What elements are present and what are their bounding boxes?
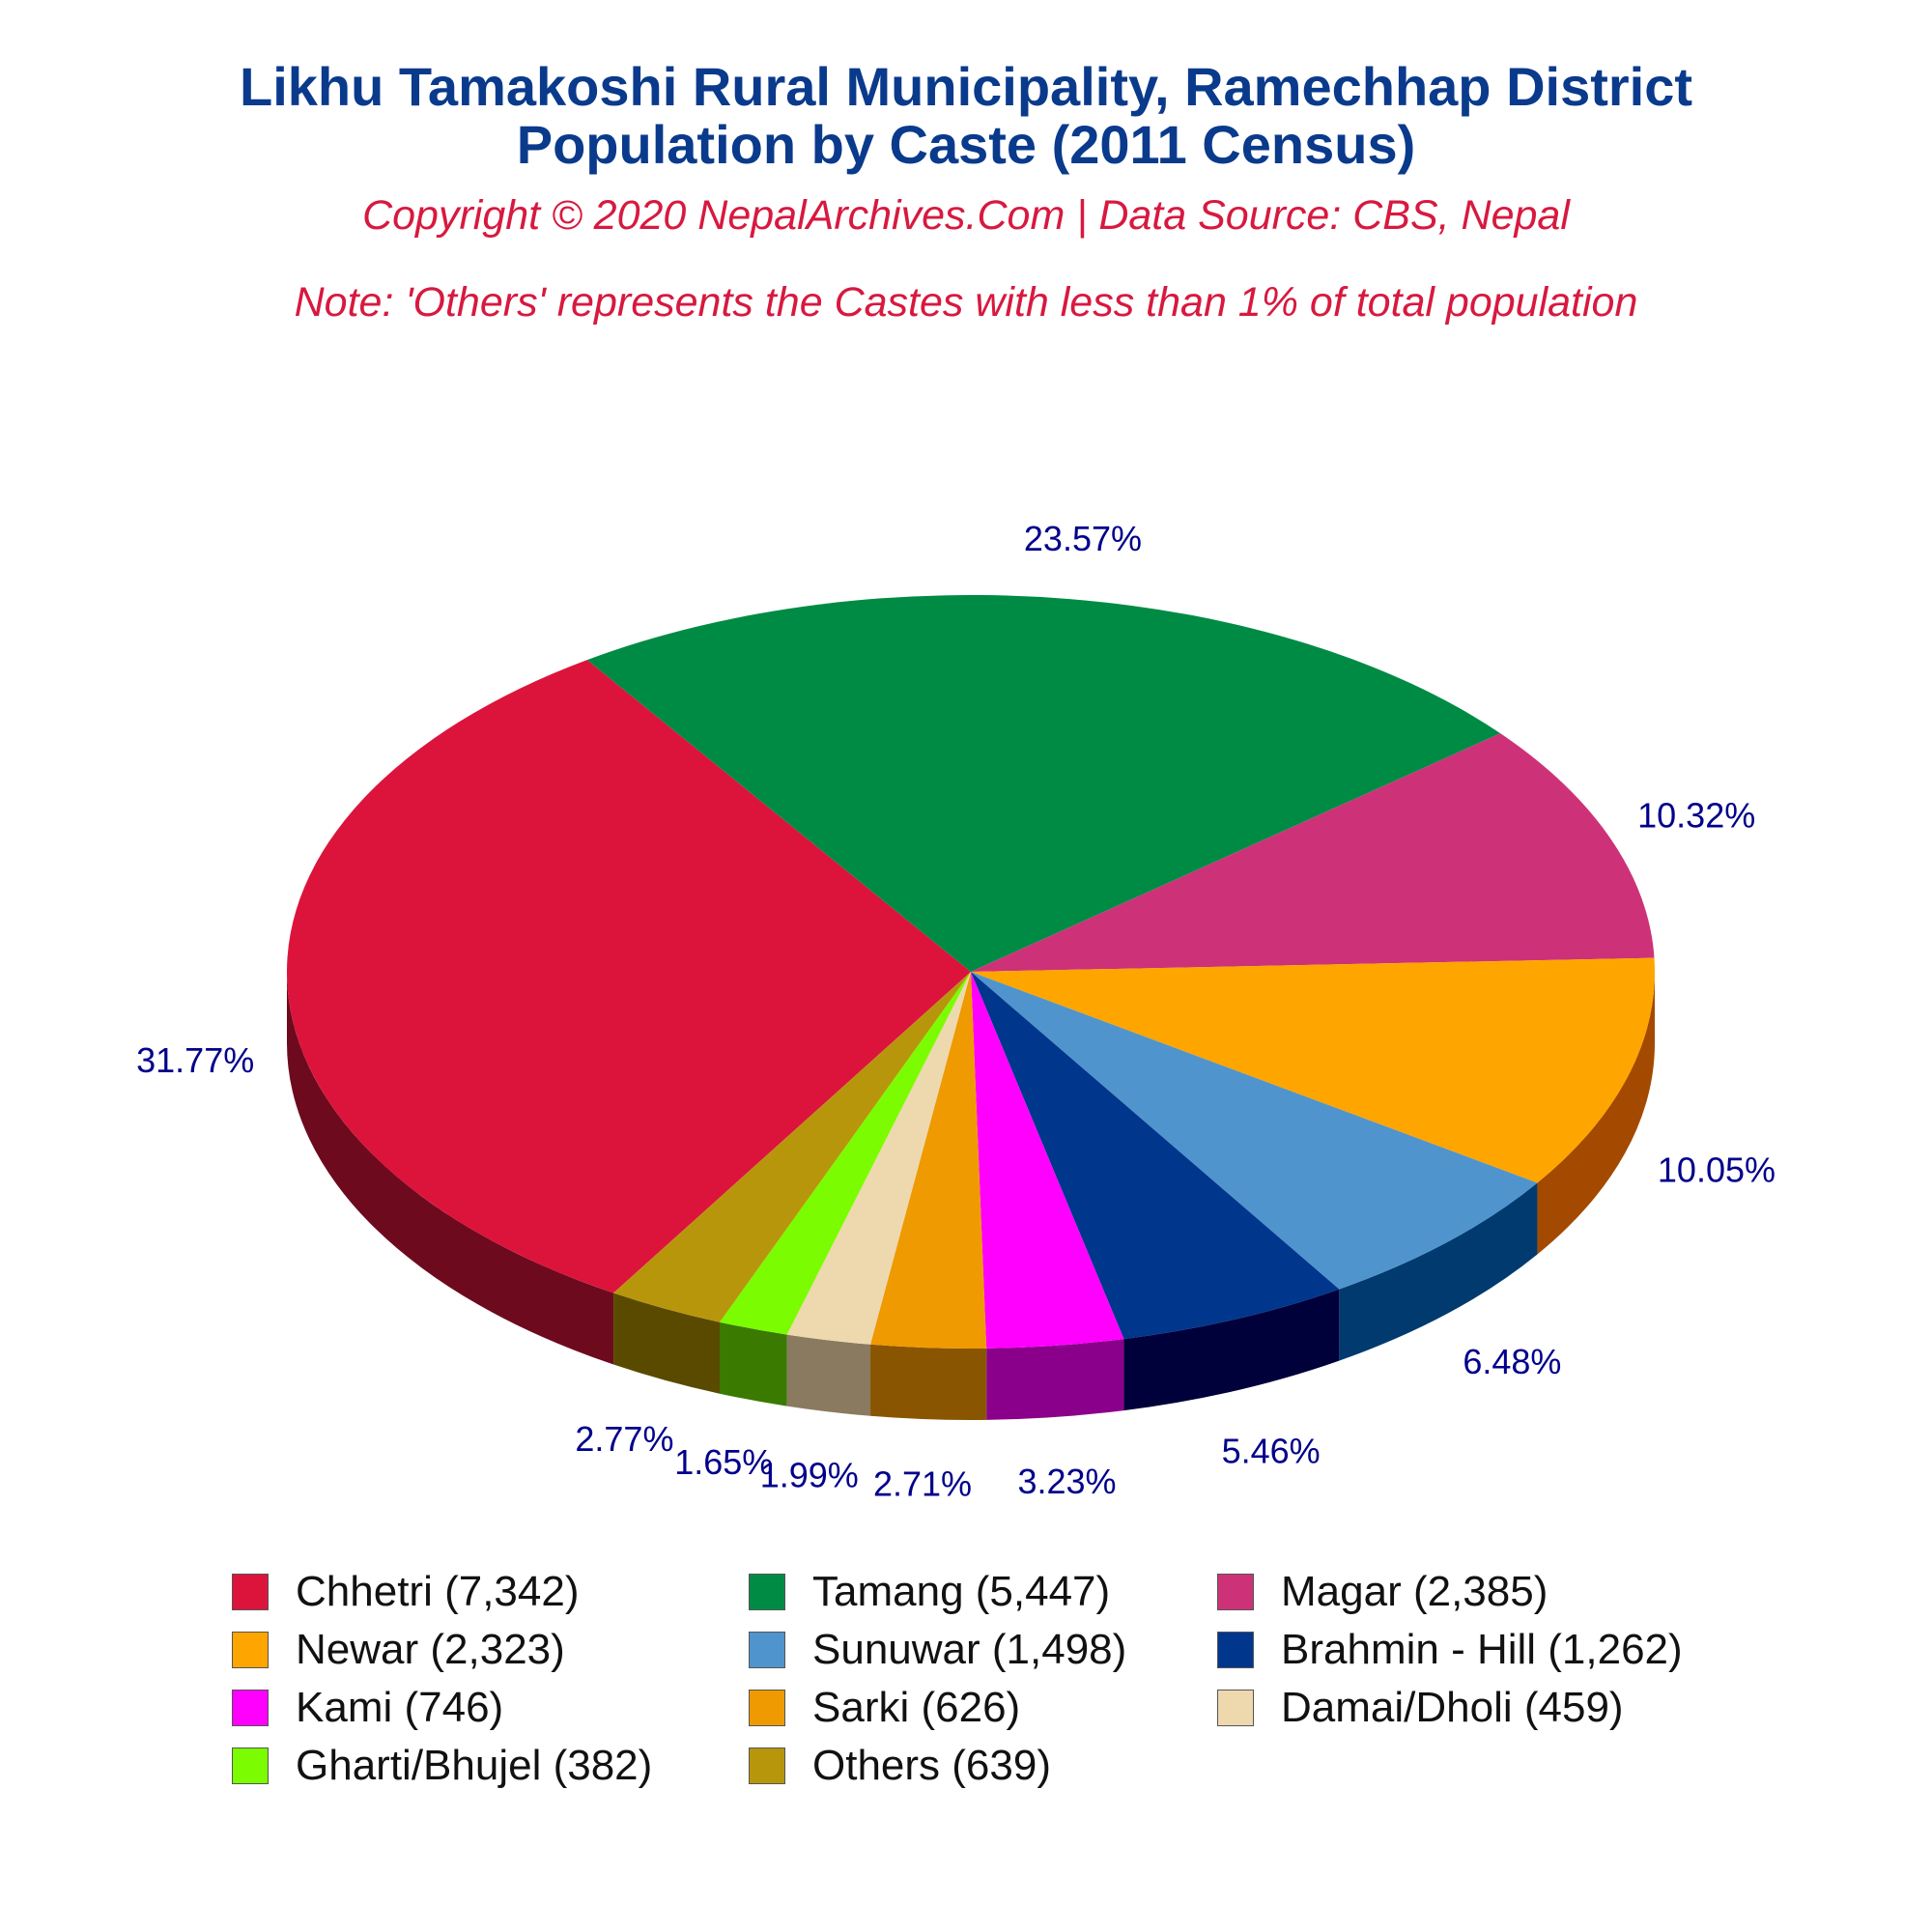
legend-swatch xyxy=(1217,1574,1254,1610)
chart-title-line-2: Population by Caste (2011 Census) xyxy=(516,114,1416,175)
legend-swatch xyxy=(232,1690,269,1726)
legend-swatch xyxy=(1217,1632,1254,1668)
pie-label-magar: 10.32% xyxy=(1637,795,1756,836)
legend-item-tamang xyxy=(749,1565,1217,1619)
legend-swatch xyxy=(1217,1690,1254,1726)
pie-label-damai-dholi: 1.99% xyxy=(759,1455,859,1495)
pie-slices xyxy=(287,595,1655,1349)
legend-item-damai-dholi xyxy=(1217,1681,1758,1735)
legend-item-kami xyxy=(232,1681,749,1735)
pie-side-gharti-bhujel xyxy=(720,1322,787,1406)
legend-label: Brahmin - Hill (1,262) xyxy=(1281,1626,1683,1673)
legend-swatch xyxy=(232,1632,269,1668)
pie-label-sunuwar: 6.48% xyxy=(1463,1341,1562,1381)
pie-label-chhetri: 31.77% xyxy=(136,1039,255,1080)
legend-item-sarki xyxy=(749,1681,1217,1735)
legend-item-brahmin-hill xyxy=(1217,1623,1758,1677)
legend-label: Tamang (5,447) xyxy=(812,1568,1111,1615)
legend-item-others xyxy=(749,1739,1217,1793)
legend-label: Magar (2,385) xyxy=(1281,1568,1548,1615)
legend-swatch xyxy=(749,1574,785,1610)
legend-swatch xyxy=(232,1574,269,1610)
legend-swatch xyxy=(749,1632,785,1668)
legend-label: Gharti/Bhujel (382) xyxy=(296,1742,653,1789)
legend-item-magar xyxy=(1217,1565,1758,1619)
legend-swatch xyxy=(749,1747,785,1784)
legend-label: Sarki (626) xyxy=(812,1684,1021,1731)
legend-swatch xyxy=(232,1747,269,1784)
legend-label: Kami (746) xyxy=(296,1684,504,1731)
legend-item-sunuwar xyxy=(749,1623,1217,1677)
pie-label-newar: 10.05% xyxy=(1657,1150,1776,1190)
legend-item-newar xyxy=(232,1623,749,1677)
pie-label-kami: 3.23% xyxy=(1017,1462,1117,1502)
chart-subtitle: Copyright © 2020 NepalArchives.Com | Data Source: CBS, Nepal xyxy=(362,192,1570,239)
legend-label: Chhetri (7,342) xyxy=(296,1568,580,1615)
pie-label-brahmin-hill: 5.46% xyxy=(1221,1431,1321,1471)
chart-legend xyxy=(232,1565,1777,1793)
pie-label-gharti-bhujel: 1.65% xyxy=(674,1442,774,1483)
legend-label: Others (639) xyxy=(812,1742,1051,1789)
chart-note: Note: 'Others' represents the Castes with less than 1% of total population xyxy=(294,279,1638,326)
legend-item-gharti-bhujel xyxy=(232,1739,749,1793)
pie-side-kami xyxy=(986,1339,1123,1420)
pie-side-sarki xyxy=(870,1345,986,1420)
pie-label-others: 2.77% xyxy=(575,1419,674,1460)
legend-label: Newar (2,323) xyxy=(296,1626,565,1673)
pie-label-tamang: 23.57% xyxy=(1023,519,1143,559)
legend-item-chhetri xyxy=(232,1565,749,1619)
pie-side-damai-dholi xyxy=(787,1335,870,1416)
legend-swatch xyxy=(749,1690,785,1726)
legend-label: Damai/Dholi (459) xyxy=(1281,1684,1624,1731)
legend-label: Sunuwar (1,498) xyxy=(812,1626,1127,1673)
pie-label-sarki: 2.71% xyxy=(872,1463,973,1504)
chart-title-line-1: Likhu Tamakoshi Rural Municipality, Ramechhap District xyxy=(239,56,1692,117)
